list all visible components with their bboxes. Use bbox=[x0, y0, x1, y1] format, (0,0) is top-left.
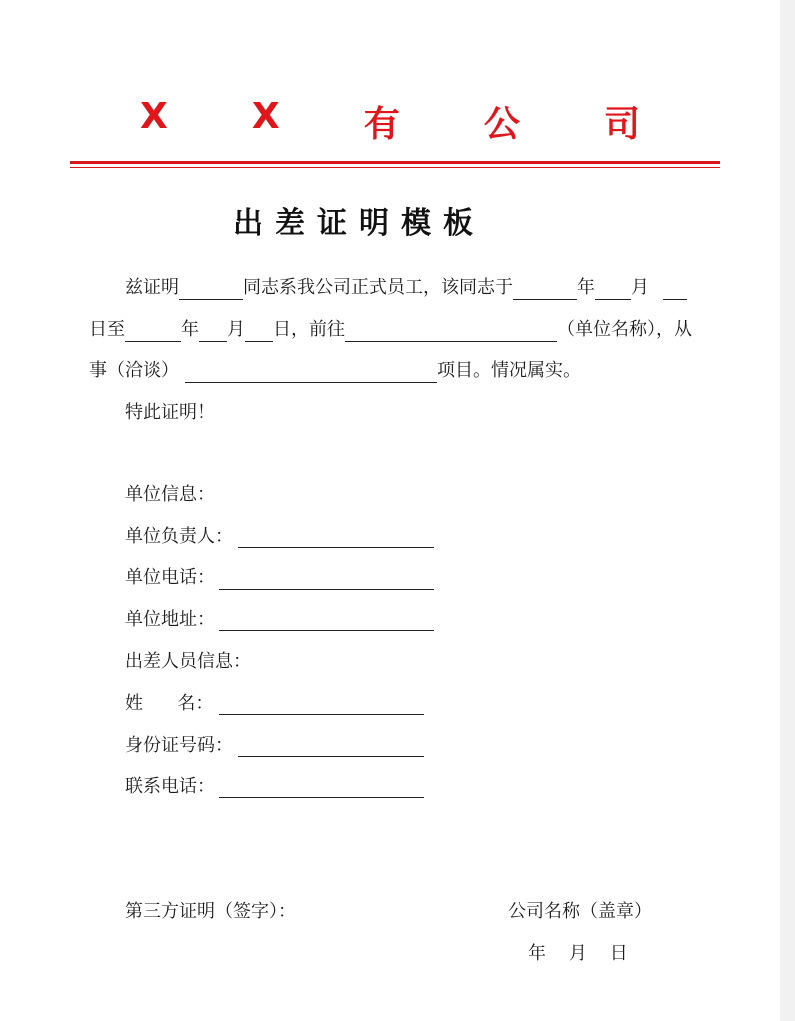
month-label: 月 bbox=[631, 277, 649, 298]
name-line[interactable] bbox=[219, 714, 424, 715]
company-name-header bbox=[140, 96, 640, 147]
start-month-blank[interactable] bbox=[595, 279, 631, 300]
third-party-signature-label: 第三方证明（签字）： bbox=[125, 901, 296, 922]
body-line-3 bbox=[89, 359, 581, 383]
signature-date: 年 月 日 bbox=[528, 943, 628, 964]
company-char: 司 bbox=[603, 104, 640, 145]
employee-statement: 同志系我公司正式员工，该同志于 bbox=[243, 277, 513, 298]
unit-leader-line[interactable] bbox=[238, 547, 434, 548]
unit-leader-label: 单位负责人： bbox=[125, 526, 233, 547]
project-blank[interactable] bbox=[185, 362, 437, 383]
start-day-blank[interactable] bbox=[663, 279, 687, 300]
id-number-label: 身份证号码： bbox=[125, 735, 233, 756]
negotiation-label: 事（洽谈） bbox=[89, 360, 179, 381]
year-label: 年 bbox=[181, 319, 199, 340]
company-char: 公 bbox=[483, 104, 520, 145]
certify-text: 兹证明 bbox=[125, 277, 179, 298]
day-to-label: 日至 bbox=[89, 319, 125, 340]
company-char: X bbox=[251, 96, 280, 137]
end-month-blank[interactable] bbox=[199, 321, 227, 342]
end-year-blank[interactable] bbox=[125, 321, 181, 342]
name-blank[interactable] bbox=[179, 279, 243, 300]
year-label: 年 bbox=[577, 277, 595, 298]
name-label: 姓 名： bbox=[125, 693, 214, 714]
hereby-certify: 特此证明！ bbox=[125, 402, 215, 423]
end-day-blank[interactable] bbox=[245, 321, 273, 342]
unit-name-label: （单位名称），从 bbox=[557, 319, 692, 340]
contact-phone-line[interactable] bbox=[219, 797, 424, 798]
month-label: 月 bbox=[227, 319, 245, 340]
unit-phone-line[interactable] bbox=[219, 589, 434, 590]
destination-blank[interactable] bbox=[345, 321, 557, 342]
contact-phone-label: 联系电话： bbox=[125, 776, 215, 797]
header-rule-thin bbox=[70, 167, 720, 168]
start-year-blank[interactable] bbox=[513, 279, 577, 300]
company-char: X bbox=[140, 96, 168, 137]
unit-address-label: 单位地址： bbox=[125, 609, 215, 630]
project-label: 项目。情况属实。 bbox=[437, 360, 581, 381]
company-seal-label: 公司名称（盖章） bbox=[508, 901, 652, 922]
header-rule-thick bbox=[70, 161, 720, 164]
unit-info-heading: 单位信息： bbox=[125, 484, 215, 505]
id-number-line[interactable] bbox=[238, 756, 424, 757]
body-line-2 bbox=[89, 318, 692, 342]
body-line-1 bbox=[125, 276, 687, 300]
unit-address-line[interactable] bbox=[219, 630, 434, 631]
go-to-label: 日，前往 bbox=[273, 319, 345, 340]
document-title: 出差证明模板 bbox=[233, 206, 485, 241]
company-char: 有 bbox=[363, 104, 400, 145]
traveler-info-heading: 出差人员信息： bbox=[125, 651, 251, 672]
unit-phone-label: 单位电话： bbox=[125, 567, 215, 588]
